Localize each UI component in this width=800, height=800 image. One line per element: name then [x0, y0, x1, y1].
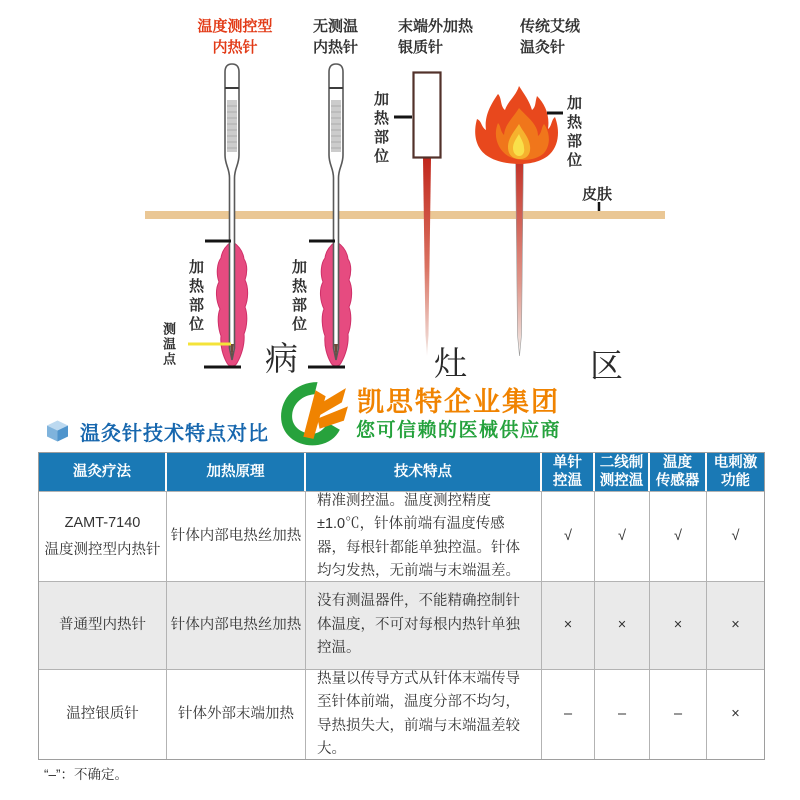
skin-label: 皮肤: [582, 186, 613, 203]
col-header-electro-stim: [707, 453, 764, 491]
needle-type-label-3: [398, 16, 473, 58]
heat-part-label-4: 加热部位: [565, 95, 582, 171]
needle-4-graphic: [475, 86, 563, 356]
needle-type-4-line1: 传统艾绒: [520, 18, 581, 35]
table-footnote: “–”：不确定。: [44, 767, 128, 782]
heat-part-label-2: 加热部位: [290, 259, 307, 335]
cell-text: 普通型内热针: [59, 617, 146, 634]
table-row-silver-needle: [39, 669, 764, 759]
zone-char-qu: 区: [590, 349, 623, 385]
cell-therapy: [39, 491, 167, 581]
col-header-text: 温度: [663, 454, 692, 471]
cell-mark-temp-sensor: –: [650, 669, 707, 759]
cell-therapy: [39, 669, 167, 759]
col-header-single-needle-control: [542, 453, 595, 491]
cell-therapy: [39, 581, 167, 669]
cell-text: 温控银质针: [66, 706, 139, 723]
heat-part-label-3: 加热部位: [372, 91, 389, 167]
col-header-text: 传感器: [655, 473, 700, 489]
cell-features: 精准测控温。温度测控精度±1.0℃，针体前端有温度传感器，每根针都能单独控温。针体均匀发热，无前端与末端温差。: [306, 491, 542, 581]
needle-type-3-line2: 银质针: [398, 39, 444, 56]
needle-type-3-line1: 末端外加热: [398, 18, 474, 35]
cell-mark-electro-stim: √: [707, 491, 764, 581]
flame-icon: [475, 86, 558, 164]
cell-mark-temp-sensor: √: [650, 491, 707, 581]
cell-mark-electro-stim: ×: [707, 581, 764, 669]
needle-type-label-2: [313, 16, 358, 58]
section-title: 温灸针技术特点对比: [80, 423, 269, 445]
cell-mark-single-control: –: [542, 669, 595, 759]
skin-band: [145, 211, 665, 219]
cell-principle: 针体内部电热丝加热: [167, 581, 306, 669]
needle-type-4-line2: 温灸针: [520, 39, 566, 56]
col-header-temp-sensor: [650, 453, 707, 491]
table-row-zamt7140: [39, 491, 764, 581]
brand-logo-icon: [277, 380, 352, 447]
cube-icon: [44, 419, 71, 443]
col-header-text: 加热原理: [206, 463, 265, 480]
cell-mark-single-control: ×: [542, 581, 595, 669]
col-header-text: 电刺激: [713, 454, 758, 471]
brand-tagline: 您可信赖的医械供应商: [356, 420, 562, 441]
col-header-text: 技术特点: [394, 463, 452, 480]
col-header-therapy: [39, 453, 167, 491]
needle-type-label-1: [170, 16, 300, 58]
col-header-two-wire: [595, 453, 650, 491]
needle-type-1-line2: 内热针: [212, 39, 258, 56]
cell-features: 没有测温器件，不能精确控制针体温度，不可对每根内热针单独控温。: [306, 581, 542, 669]
col-header-text: 测控温: [599, 473, 644, 489]
col-header-features: [306, 453, 542, 491]
cell-principle: 针体外部末端加热: [167, 669, 306, 759]
cell-mark-single-control: √: [542, 491, 595, 581]
cell-principle: 针体内部电热丝加热: [167, 491, 306, 581]
cell-text: ZAMT-7140: [64, 515, 141, 532]
temp-point-label: 测温点: [161, 322, 176, 367]
col-header-text: 单针: [553, 454, 582, 471]
cell-mark-two-wire: ×: [595, 581, 650, 669]
brand-name: 凯思特企业集团: [357, 387, 560, 417]
col-header-principle: [167, 453, 306, 491]
col-header-text: 功能: [721, 473, 750, 489]
heat-part-label-1: 加热部位: [187, 259, 204, 335]
needle-type-2-line1: 无测温: [313, 18, 359, 35]
needle-type-label-4: [520, 16, 580, 58]
needle-type-2-line2: 内热针: [313, 39, 359, 56]
cell-features: 热量以传导方式从针体末端传导至针体前端，温度分部不均匀，导热损失大，前端与末端温差较大。: [306, 669, 542, 759]
needle-type-1-line1: 温度测控型: [197, 18, 273, 35]
col-header-text: 二线制: [599, 454, 644, 471]
table-row-ordinary: [39, 581, 764, 669]
col-header-text: 温灸疗法: [73, 463, 131, 480]
table-header-row: [39, 453, 764, 491]
cell-mark-electro-stim: ×: [707, 669, 764, 759]
cell-mark-temp-sensor: ×: [650, 581, 707, 669]
comparison-table: [38, 452, 765, 760]
cell-text: 温度测控型内热针: [44, 541, 161, 558]
cell-mark-two-wire: √: [595, 491, 650, 581]
cell-mark-two-wire: –: [595, 669, 650, 759]
zone-char-bing: 病: [265, 342, 298, 378]
col-header-text: 控温: [553, 473, 582, 489]
needle-comparison-diagram: [0, 0, 800, 390]
zone-char-zao: 灶: [434, 347, 467, 383]
